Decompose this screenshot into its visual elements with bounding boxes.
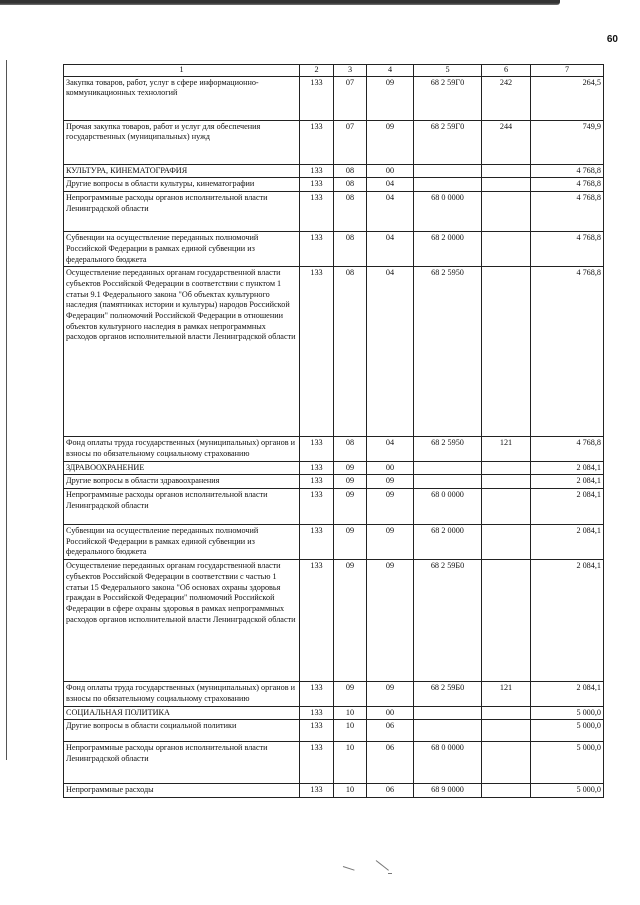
cell-code-4: 04 [367,178,414,192]
cell-amount: 749,9 [531,120,604,164]
page-number: 60 [606,34,618,45]
row-name: Другие вопросы в области здравоохранения [64,475,300,489]
cell-code-3: 08 [334,232,367,267]
cell-code-3: 09 [334,560,367,682]
cell-code-4: 06 [367,742,414,784]
cell-code-6 [482,784,531,798]
cell-code-6 [482,706,531,720]
cell-code-2: 133 [300,706,334,720]
table-row [64,120,604,164]
row-name: Субвенции на осуществление переданных полномочий Российской Федерации в рамках единой субвенции из федерального бюджета [64,525,300,560]
table-row [64,76,604,120]
cell-code-3: 10 [334,706,367,720]
cell-code-5: 68 2 0000 [414,525,482,560]
cell-code-2: 133 [300,178,334,192]
cell-amount: 2 084,1 [531,560,604,682]
cell-code-4: 09 [367,489,414,525]
cell-code-5: 68 2 59Г0 [414,76,482,120]
cell-code-5 [414,164,482,178]
row-name: Осуществление переданных органам государственной власти субъектов Российской Федерации в соответствии с частью 1 статьи 15 Федерального закона "Об основах охраны здоровья граждан в Российской Федерации" полномочий Российской Федерации в сфере охраны здоровья в рамках непрограммных расходов органов исполнительной власти Ленинградской области [64,560,300,682]
cell-code-3: 08 [334,178,367,192]
cell-amount: 5 000,0 [531,784,604,798]
column-header: 6 [482,65,531,77]
row-name: Другие вопросы в области социальной политики [64,720,300,742]
cell-code-5: 68 0 0000 [414,489,482,525]
cell-code-3: 09 [334,489,367,525]
table-row [64,437,604,461]
cell-code-3: 07 [334,76,367,120]
table-row [64,164,604,178]
cell-code-6 [482,720,531,742]
row-name: Непрограммные расходы [64,784,300,798]
cell-code-6 [482,525,531,560]
cell-code-3: 08 [334,164,367,178]
cell-code-3: 09 [334,475,367,489]
table-row [64,192,604,232]
cell-code-4: 04 [367,192,414,232]
cell-code-5: 68 0 0000 [414,192,482,232]
cell-code-2: 133 [300,682,334,706]
row-name: СОЦИАЛЬНАЯ ПОЛИТИКА [64,706,300,720]
cell-code-2: 133 [300,76,334,120]
row-name: Фонд оплаты труда государственных (муниципальных) органов и взносы по обязательному социальному страхованию [64,682,300,706]
cell-code-4: 09 [367,120,414,164]
cell-code-4: 00 [367,461,414,475]
cell-code-5 [414,178,482,192]
cell-code-4: 06 [367,720,414,742]
cell-code-5: 68 0 0000 [414,742,482,784]
table-row [64,178,604,192]
cell-code-6 [482,742,531,784]
row-name: ЗДРАВООХРАНЕНИЕ [64,461,300,475]
cell-code-3: 10 [334,720,367,742]
cell-code-6 [482,489,531,525]
cell-amount: 2 084,1 [531,525,604,560]
row-name: Непрограммные расходы органов исполнительной власти Ленинградской области [64,489,300,525]
cell-code-2: 133 [300,232,334,267]
cell-code-2: 133 [300,489,334,525]
cell-code-6 [482,461,531,475]
row-name: Фонд оплаты труда государственных (муниципальных) органов и взносы по обязательному социальному страхованию [64,437,300,461]
table-row [64,742,604,784]
cell-code-5 [414,461,482,475]
row-name: Закупка товаров, работ, услуг в сфере информационно-коммуникационных технологий [64,76,300,120]
cell-amount: 4 768,8 [531,192,604,232]
row-name: Другие вопросы в области культуры, кинематографии [64,178,300,192]
cell-code-4: 06 [367,784,414,798]
column-header: 1 [64,65,300,77]
column-header: 2 [300,65,334,77]
cell-amount: 2 084,1 [531,461,604,475]
table-row [64,706,604,720]
table-row [64,784,604,798]
table-row [64,489,604,525]
cell-code-4: 09 [367,560,414,682]
cell-code-4: 09 [367,525,414,560]
cell-code-6 [482,475,531,489]
cell-code-6: 121 [482,437,531,461]
cell-code-4: 04 [367,267,414,437]
cell-code-5: 68 2 5950 [414,437,482,461]
cell-code-2: 133 [300,525,334,560]
scan-mark [376,860,389,871]
cell-code-5: 68 2 59Б0 [414,560,482,682]
cell-code-6 [482,560,531,682]
cell-amount: 4 768,8 [531,232,604,267]
cell-code-6 [482,267,531,437]
row-name: Осуществление переданных органам государственной власти субъектов Российской Федерации в соответствии с пунктом 1 статьи 9.1 Федерального закона "Об объектах культурного наследия (памятниках истории и культуры) народов Российской Федерации" полномочий Российской Федерации в отношении объектов культурного наследия в рамках непрограммных расходов органов исполнительной власти Ленинградской области [64,267,300,437]
cell-code-6 [482,164,531,178]
cell-code-2: 133 [300,437,334,461]
cell-code-5: 68 2 0000 [414,232,482,267]
cell-code-3: 10 [334,784,367,798]
column-header: 7 [531,65,604,77]
cell-code-4: 09 [367,475,414,489]
cell-amount: 4 768,8 [531,164,604,178]
cell-code-3: 10 [334,742,367,784]
cell-code-6: 242 [482,76,531,120]
table-row [64,461,604,475]
cell-amount: 2 084,1 [531,489,604,525]
cell-code-2: 133 [300,784,334,798]
column-header: 3 [334,65,367,77]
budget-table [63,64,604,798]
cell-code-4: 00 [367,706,414,720]
cell-amount: 4 768,8 [531,267,604,437]
cell-code-4: 00 [367,164,414,178]
cell-amount: 4 768,8 [531,437,604,461]
row-name: Прочая закупка товаров, работ и услуг для обеспечения государственных (муниципальных) нужд [64,120,300,164]
cell-code-5 [414,720,482,742]
row-name: КУЛЬТУРА, КИНЕМАТОГРАФИЯ [64,164,300,178]
binder-margin-line [6,60,7,760]
table-row [64,720,604,742]
cell-code-3: 08 [334,437,367,461]
column-header: 5 [414,65,482,77]
table-row [64,232,604,267]
table-row [64,682,604,706]
cell-code-2: 133 [300,192,334,232]
cell-code-2: 133 [300,720,334,742]
cell-code-4: 09 [367,76,414,120]
table-row [64,560,604,682]
row-name: Непрограммные расходы органов исполнительной власти Ленинградской области [64,192,300,232]
cell-amount: 5 000,0 [531,720,604,742]
cell-code-2: 133 [300,461,334,475]
column-header: 4 [367,65,414,77]
cell-amount: 2 084,1 [531,475,604,489]
cell-code-5: 68 9 0000 [414,784,482,798]
cell-code-5: 68 2 5950 [414,267,482,437]
cell-code-2: 133 [300,742,334,784]
table-row [64,475,604,489]
scan-mark [343,866,355,871]
scan-mark [388,873,392,874]
cell-code-5 [414,475,482,489]
cell-code-6 [482,192,531,232]
cell-code-6: 121 [482,682,531,706]
cell-code-6: 244 [482,120,531,164]
cell-code-5 [414,706,482,720]
cell-code-2: 133 [300,475,334,489]
cell-code-3: 09 [334,682,367,706]
cell-amount: 5 000,0 [531,706,604,720]
cell-code-4: 04 [367,437,414,461]
cell-amount: 2 084,1 [531,682,604,706]
row-name: Непрограммные расходы органов исполнительной власти Ленинградской области [64,742,300,784]
cell-code-2: 133 [300,164,334,178]
cell-code-4: 09 [367,682,414,706]
cell-code-2: 133 [300,560,334,682]
cell-code-3: 09 [334,525,367,560]
cell-code-3: 08 [334,267,367,437]
cell-code-3: 08 [334,192,367,232]
cell-code-6 [482,178,531,192]
scan-edge-bar [0,0,560,5]
cell-code-5: 68 2 59Б0 [414,682,482,706]
cell-amount: 264,5 [531,76,604,120]
table-row [64,267,604,437]
cell-code-2: 133 [300,120,334,164]
cell-code-4: 04 [367,232,414,267]
table-header-row [64,65,604,77]
cell-amount: 5 000,0 [531,742,604,784]
cell-code-5: 68 2 59Г0 [414,120,482,164]
cell-code-2: 133 [300,267,334,437]
cell-code-3: 07 [334,120,367,164]
cell-amount: 4 768,8 [531,178,604,192]
row-name: Субвенции на осуществление переданных полномочий Российской Федерации в рамках единой субвенции из федерального бюджета [64,232,300,267]
table-row [64,525,604,560]
cell-code-6 [482,232,531,267]
cell-code-3: 09 [334,461,367,475]
